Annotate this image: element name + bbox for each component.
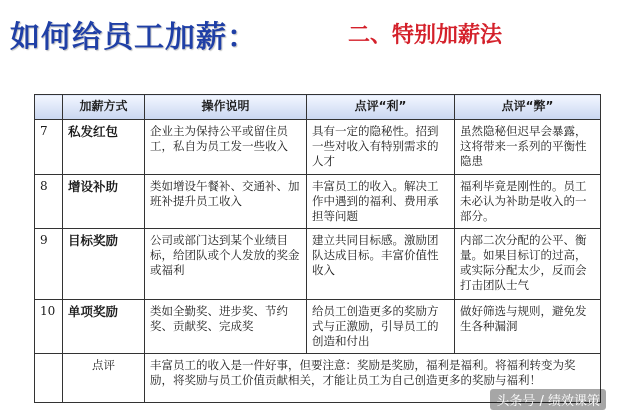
table-row [35,175,601,229]
row-number: 7 [35,120,63,175]
row-number: 8 [35,175,63,229]
table-row [35,120,601,175]
comment-row-empty-cell [35,354,63,403]
comment-text: 丰富员工的收入是一件好事，但要注意：奖励是奖励，福利是福利。将福利转变为奖励，将奖励与员工价值贡献相关，才能让员工为自己创造更多的奖励与福利！ [145,354,601,403]
column-header-description: 操作说明 [145,95,307,120]
method-pro: 具有一定的隐秘性。招到一些对收入有特别需求的人才 [307,120,455,175]
method-pro: 给员工创造更多的奖励方式与正激励，引导员工的创造和付出 [307,300,455,354]
row-number: 9 [35,229,63,300]
table-row [35,300,601,354]
row-number: 10 [35,300,63,354]
method-description: 类如增设午餐补、交通补、加班补提升员工收入 [145,175,307,229]
source-watermark: 头条号 / 绩效课策 [490,389,606,410]
comment-label: 点评 [63,354,145,403]
column-header-pro: 点评“利” [307,95,455,120]
method-name: 单项奖励 [63,300,145,354]
method-con: 内部二次分配的公平、衡量。如果目标订的过高，或实际分配太少，反而会打击团队士气 [455,229,601,300]
table-header-row [35,95,601,120]
section-subtitle: 二、特别加薪法 [348,23,503,48]
method-name: 增设补助 [63,175,145,229]
column-header-method: 加薪方式 [63,95,145,120]
method-description: 公司或部门达到某个业绩目标，给团队或个人发放的奖金或福利 [145,229,307,300]
method-pro: 建立共同目标感。激励团队达成目标。丰富价值性收入 [307,229,455,300]
method-description: 类如全勤奖、进步奖、节约奖、贡献奖、完成奖 [145,300,307,354]
method-con: 福利毕竟是刚性的。员工未必认为补助是收入的一部分。 [455,175,601,229]
method-con: 虽然隐秘但迟早会暴露，这将带来一系列的平衡性隐患 [455,120,601,175]
column-header-con: 点评“弊” [455,95,601,120]
method-name: 私发红包 [63,120,145,175]
method-con: 做好筛选与规则，避免发生各种漏洞 [455,300,601,354]
method-name: 目标奖励 [63,229,145,300]
page-title: 如何给员工加薪： [10,20,258,55]
column-header-number [35,95,63,120]
method-description: 企业主为保持公平或留住员工，私自为员工发一些收入 [145,120,307,175]
salary-methods-table [34,94,601,403]
method-pro: 丰富员工的收入。解决工作中遇到的福利、费用承担等问题 [307,175,455,229]
table-row [35,229,601,300]
salary-methods-table-wrapper [34,94,600,403]
